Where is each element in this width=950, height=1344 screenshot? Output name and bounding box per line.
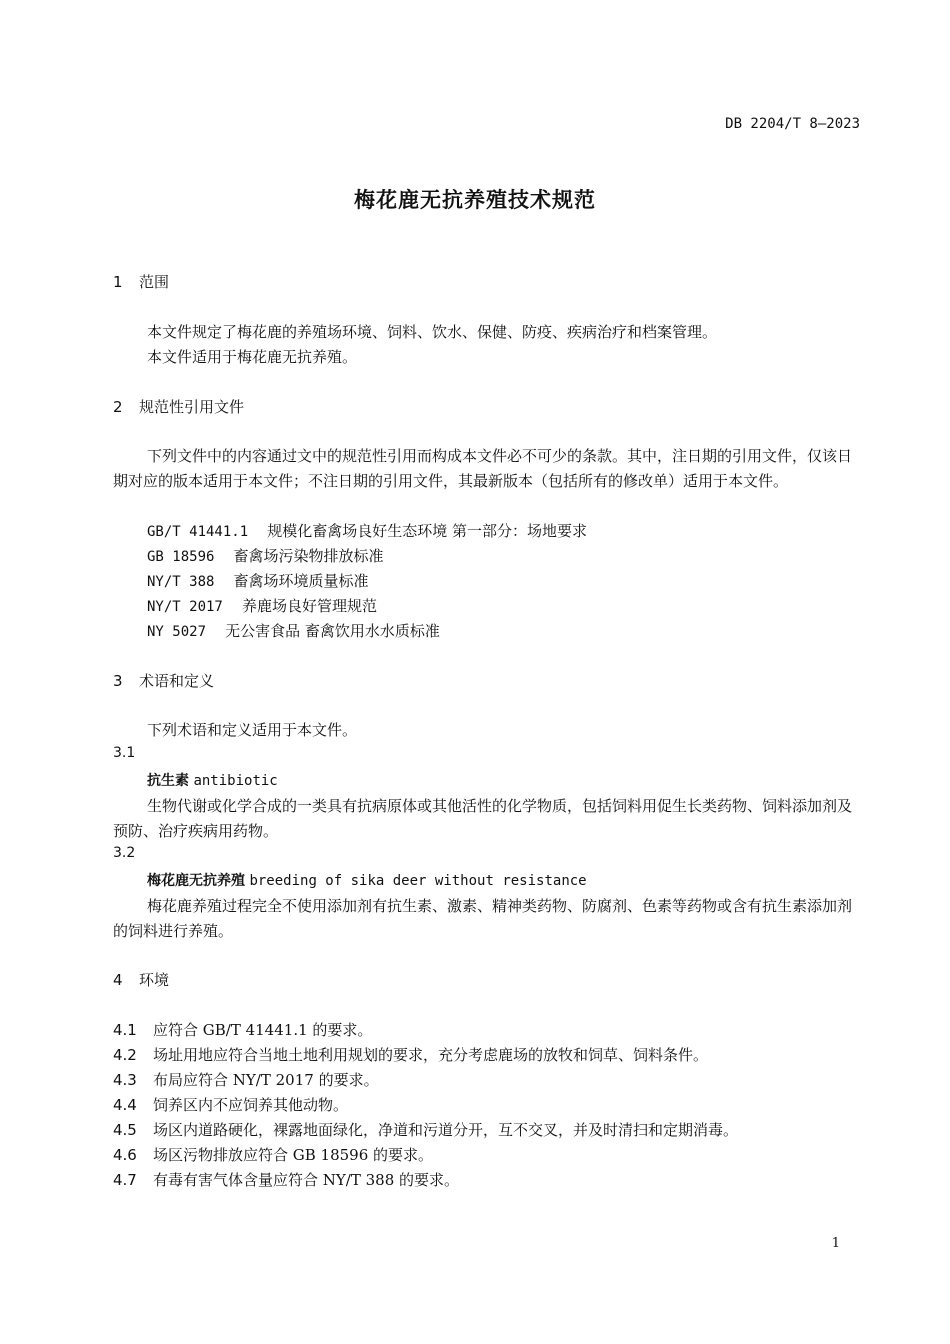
section-title: 术语和定义 (139, 672, 215, 690)
reference-item (147, 595, 377, 616)
clause-text: 场区污物排放应符合 GB 18596 的要求。 (153, 1146, 434, 1164)
term-chinese: 梅花鹿无抗养殖 (147, 873, 245, 889)
reference-title: 养鹿场良好管理规范 (241, 597, 377, 615)
term-number: 3.1 (113, 745, 136, 761)
paragraph: 本文件规定了梅花鹿的养殖场环境、饲料、饮水、保健、防疫、疾病治疗和档案管理。 (147, 323, 718, 341)
page-number: 1 (831, 1236, 840, 1251)
clause-text: 饲养区内不应饲养其他动物。 (153, 1096, 349, 1114)
clause-item (113, 1119, 738, 1140)
clause-number: 4.7 (113, 1171, 137, 1189)
reference-title: 畜禽场环境质量标准 (233, 572, 369, 590)
clause-number: 4.6 (113, 1146, 137, 1164)
reference-item (147, 620, 440, 641)
clause-number: 4.4 (113, 1096, 137, 1114)
reference-code: NY 5027 (147, 624, 207, 640)
term-number: 3.2 (113, 845, 136, 861)
clause-number: 4.1 (113, 1021, 137, 1039)
clause-number: 4.2 (113, 1046, 137, 1064)
document-code: DB 2204/T 8—2023 (725, 116, 860, 132)
clause-text: 场区内道路硬化，裸露地面绿化，净道和污道分开，互不交叉，并及时清扫和定期消毒。 (153, 1121, 739, 1139)
reference-title: 规模化畜禽场良好生态环境 第一部分：场地要求 (267, 522, 588, 540)
term-entry (147, 870, 587, 890)
term-english: breeding of sika deer without resistance (249, 873, 587, 889)
paragraph: 下列文件中的内容通过文中的规范性引用而构成本文件必不可少的条款。其中，注日期的引用文件，仅该日期对应的版本适用于本文件；不注日期的引用文件，其最新版本（包括所有的修改单）适用于本文件。 (113, 447, 853, 490)
reference-code: NY/T 388 (147, 574, 215, 590)
term-entry (147, 770, 278, 790)
reference-item (147, 520, 587, 541)
clause-number: 4.5 (113, 1121, 137, 1139)
paragraph: 下列术语和定义适用于本文件。 (147, 721, 358, 739)
term-english: antibiotic (193, 773, 278, 789)
clause-item (113, 1169, 459, 1190)
section-heading-scope (113, 271, 169, 292)
page-title: 梅花鹿无抗养殖技术规范 (354, 188, 596, 212)
reference-item (147, 570, 369, 591)
section-heading-environment (113, 969, 169, 990)
term-definition: 生物代谢或化学合成的一类具有抗病原体或其他活性的化学物质，包括饲料用促生长类药物、饲料添加剂及预防、治疗疾病用药物。 (113, 797, 853, 840)
clause-text: 应符合 GB/T 41441.1 的要求。 (153, 1021, 373, 1039)
clause-text: 场址用地应符合当地土地利用规划的要求，充分考虑鹿场的放牧和饲草、饲料条件。 (153, 1046, 709, 1064)
term-definition: 梅花鹿养殖过程完全不使用添加剂有抗生素、激素、精神类药物、防腐剂、色素等药物或含有抗生素添加剂的饲料进行养殖。 (113, 897, 853, 940)
paragraph: 本文件适用于梅花鹿无抗养殖。 (147, 348, 358, 366)
reference-item (147, 545, 384, 566)
section-number: 2 (113, 398, 123, 416)
section-number: 4 (113, 971, 123, 989)
reference-code: GB/T 41441.1 (147, 524, 249, 540)
clause-item (113, 1144, 433, 1165)
clause-text: 布局应符合 NY/T 2017 的要求。 (153, 1071, 379, 1089)
clause-item (113, 1094, 348, 1115)
section-number: 1 (113, 273, 123, 291)
clause-item (113, 1019, 372, 1040)
term-chinese: 抗生素 (147, 773, 189, 789)
reference-code: NY/T 2017 (147, 599, 223, 615)
clause-number: 4.3 (113, 1071, 137, 1089)
section-heading-terms (113, 670, 214, 691)
section-heading-normative-references (113, 396, 244, 417)
reference-title: 无公害食品 畜禽饮用水水质标准 (225, 622, 440, 640)
section-number: 3 (113, 672, 123, 690)
clause-item (113, 1069, 379, 1090)
clause-item (113, 1044, 708, 1065)
section-title: 范围 (139, 273, 170, 291)
section-title: 环境 (139, 971, 170, 989)
clause-text: 有毒有害气体含量应符合 NY/T 388 的要求。 (153, 1171, 460, 1189)
reference-title: 畜禽场污染物排放标准 (233, 547, 384, 565)
reference-code: GB 18596 (147, 549, 215, 565)
section-title: 规范性引用文件 (139, 398, 245, 416)
